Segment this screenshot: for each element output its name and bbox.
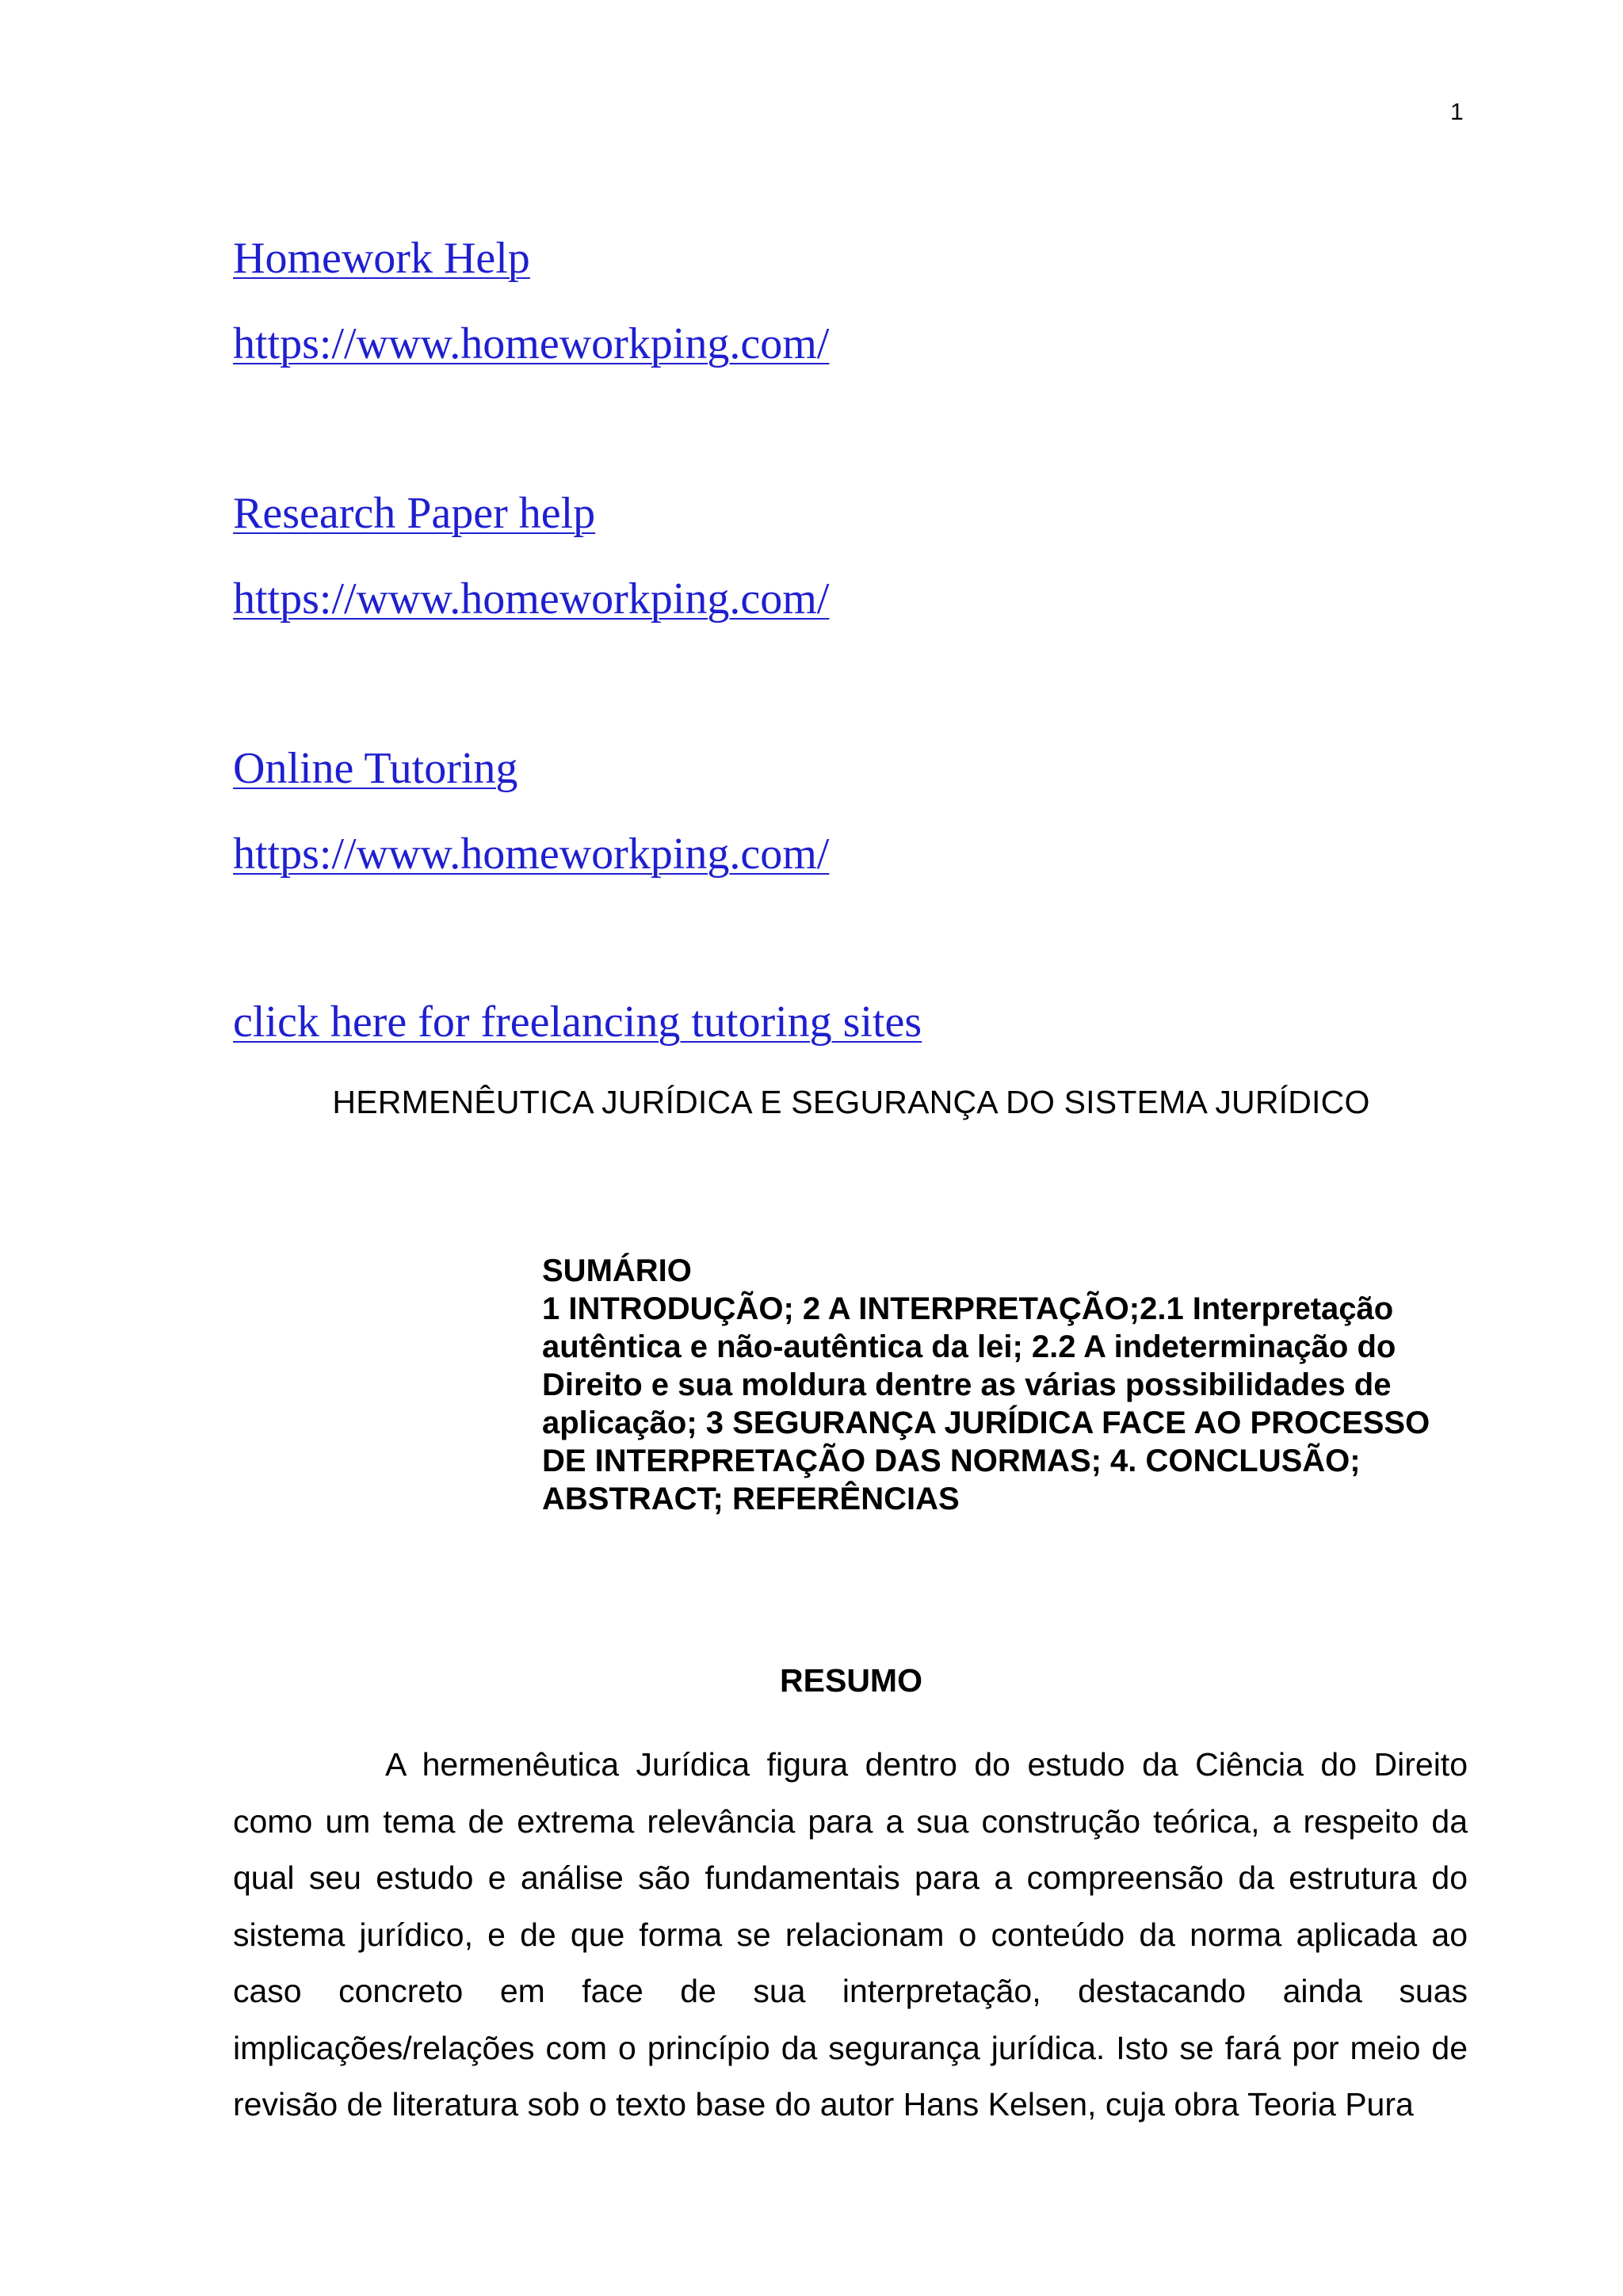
page-number: 1: [1450, 99, 1464, 125]
resumo-paragraph: A hermenêutica Jurídica figura dentro do estudo da Ciência do Direito como um tema de extrema relevância para a sua construção teórica, a respeito da qual seu estudo e análise são fundamentais para a compreensão da estrutura do sistema jurídico, e de que forma se relacionam o conteúdo da norma aplicada ao caso concreto em face de sua interpretação, destacando ainda suas implicações/relações com o princípio da segurança jurídica. Isto se fará por meio de revisão de literatura sob o texto base do autor Hans Kelsen, cuja obra Teoria Pura: [233, 1746, 1468, 2122]
link-homeworkping-url-1[interactable]: https://www.homeworkping.com/: [233, 319, 830, 368]
sumario-block: [542, 1252, 1473, 1518]
link-online-tutoring[interactable]: Online Tutoring: [233, 744, 518, 793]
resumo-heading: RESUMO: [780, 1662, 922, 1699]
link-research-paper-help[interactable]: Research Paper help: [233, 489, 596, 538]
link-freelancing-tutoring-sites[interactable]: click here for freelancing tutoring sites: [233, 997, 922, 1047]
sumario-heading: SUMÁRIO: [542, 1253, 692, 1288]
link-homeworkping-url-2[interactable]: https://www.homeworkping.com/: [233, 574, 830, 624]
document-title: HERMENÊUTICA JURÍDICA E SEGURANÇA DO SISTEMA JURÍDICO: [332, 1084, 1370, 1120]
sumario-body: 1 INTRODUÇÃO; 2 A INTERPRETAÇÃO;2.1 Interpretação autêntica e não-autêntica da lei; 2.2 A indeterminação do Direito e sua moldura dentre as várias possibilidades de aplicação; 3 SEGURANÇA JURÍDICA FACE AO PROCESSO DE INTERPRETAÇÃO DAS NORMAS; 4. CONCLUSÃO; ABSTRACT; REFERÊNCIAS: [542, 1291, 1430, 1516]
link-homeworkping-url-3[interactable]: https://www.homeworkping.com/: [233, 830, 830, 879]
link-homework-help[interactable]: Homework Help: [233, 234, 530, 283]
